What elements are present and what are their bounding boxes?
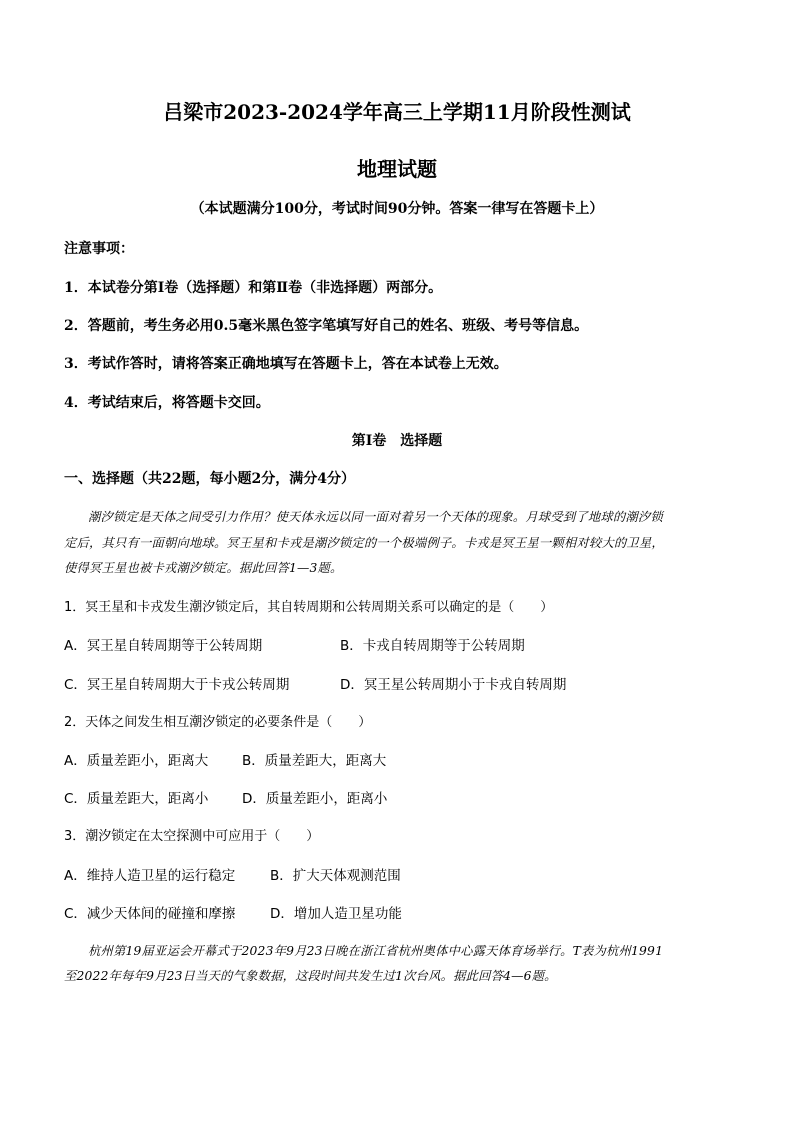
notice-item: 4．考试结束后，将答题卡交回。 <box>64 395 270 411</box>
option: D．冥王星公转周期小于卡戎自转周期 <box>340 677 567 693</box>
option: B．卡戎自转周期等于公转周期 <box>340 638 525 654</box>
option: C．减少天体间的碰撞和摩擦 <box>64 906 236 922</box>
passage-line: 潮汐锁定是天体之间受引力作用？使天体永远以同一面对着另一个天体的现象。月球受到了地球的潮汐锁 <box>88 510 663 524</box>
option-row <box>64 902 402 922</box>
notice-item: 2．答题前，考生务必用0.5毫米黑色签字笔填写好自己的姓名、班级、考号等信息。 <box>64 318 589 334</box>
passage-line: 杭州第19届亚运会开幕式于2023年9月23日晚在浙江省杭州奥体中心露天体育场举行。T表为杭州1991 <box>88 944 664 958</box>
option: A．质量差距小，距离大 <box>64 753 209 769</box>
option-row <box>64 864 401 884</box>
option: C．冥王星自转周期大于卡戎公转周期 <box>64 677 290 693</box>
question-stem: 2．天体之间发生相互潮汐锁定的必要条件是（ ） <box>64 715 372 730</box>
notice-heading: 注意事项： <box>64 241 134 257</box>
passage-line: 至2022年每年9月23日当天的气象数据，这段时间共发生过1次台风。据此回答4—6题。 <box>64 969 557 983</box>
question-stem: 1．冥王星和卡戎发生潮汐锁定后，其自转周期和公转周期关系可以确定的是（ ） <box>64 600 554 615</box>
page-title: 吕梁市2023-2024学年高三上学期11月阶段性测试 <box>163 100 631 124</box>
page-subtitle: 地理试题 <box>357 157 437 181</box>
section-heading: 一、选择题（共22题，每小题2分，满分4分） <box>64 471 355 487</box>
notice-item: 1．本试卷分第Ⅰ卷（选择题）和第Ⅱ卷（非选择题）两部分。 <box>64 280 443 296</box>
option-row <box>64 787 387 807</box>
notice-item: 3．考试作答时，请将答案正确地填写在答题卡上，答在本试卷上无效。 <box>64 356 508 372</box>
option-row <box>64 749 386 769</box>
option: A．冥王星自转周期等于公转周期 <box>64 638 263 654</box>
option-row <box>64 673 566 693</box>
option: A．维持人造卫星的运行稳定 <box>64 868 236 884</box>
passage-line: 定后，其只有一面朝向地球。冥王星和卡戎是潮汐锁定的一个极端例子。卡戎是冥王星一颗相对较大的卫星， <box>64 536 664 550</box>
exam-note: （本试题满分100分，考试时间90分钟。答案一律写在答题卡上） <box>190 201 604 217</box>
option: B．扩大天体观测范围 <box>270 868 401 884</box>
part-title: 第Ⅰ卷 选择题 <box>351 433 443 449</box>
option-row <box>64 634 525 654</box>
option: D．质量差距小，距离小 <box>242 791 388 807</box>
passage-line: 使得冥王星也被卡戎潮汐锁定。据此回答1—3题。 <box>64 561 343 575</box>
question-stem: 3．潮汐锁定在太空探测中可应用于（ ） <box>64 829 320 844</box>
option: B．质量差距大，距离大 <box>242 753 387 769</box>
option: D．增加人造卫星功能 <box>270 906 402 922</box>
option: C．质量差距大，距离小 <box>64 791 209 807</box>
